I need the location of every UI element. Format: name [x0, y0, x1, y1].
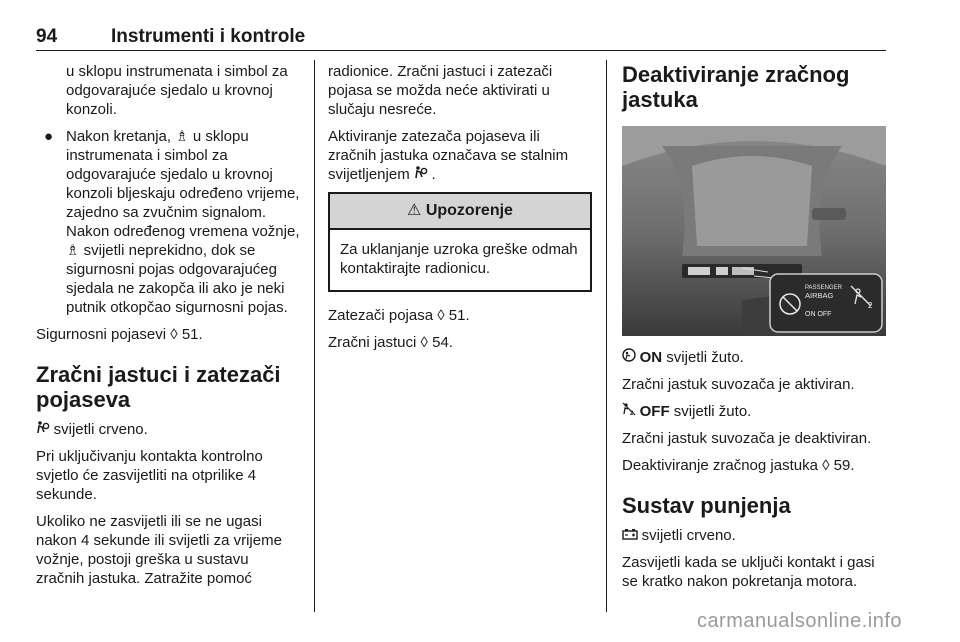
paragraph: Zračni jastuk suvozača je aktiviran. — [622, 376, 855, 393]
column-divider — [314, 60, 315, 612]
overhead-console-photo — [622, 126, 886, 336]
panel-airbag-label: AIRBAG — [805, 291, 834, 300]
airbag-lamp-status: svijetli crveno. — [53, 421, 148, 438]
panel-passenger-label: PASSENGER — [805, 285, 842, 291]
bullet-icon: ● — [44, 128, 54, 145]
airbag-warning-icon — [414, 167, 432, 182]
warning-box — [328, 192, 592, 292]
watermark: carmanualsonline.info — [696, 610, 902, 632]
on-label: ON — [639, 349, 663, 366]
section-heading: Sustav punjenja — [622, 493, 791, 518]
airbag-warning-icon — [36, 422, 54, 437]
paragraph: Aktiviranje zatezača pojaseva ili zračnih jastuka označava se stalnim svijetljenjem — [328, 128, 569, 183]
page-header — [36, 26, 886, 51]
warning-header — [330, 194, 590, 230]
continued-text: radionice. Zračni jastuci i zatezači pojasa se možda neće aktivirati u slučaju nesreće. — [328, 63, 553, 118]
off-label: OFF — [639, 403, 670, 420]
cross-reference[interactable]: Deaktiviranje zračnog jastuka ◊ 59. — [622, 457, 855, 474]
warning-triangle-icon: ⚠ — [407, 202, 422, 219]
column-middle: radionice. Zračni jastuci i zatezači pojasa se možda neće aktivirati u slučaju nesreće. Aktiviranje zatezača pojaseva ili zračnih jastuka označava se stalnim svijetljenjem . ⚠ Upozorenje Za uklanjanje uzroka greške odmah kontaktirajte radionicu. Zatezači pojasa ◊ 51. Zračni jastuci ◊ 54. — [328, 62, 592, 360]
column-left — [36, 62, 300, 596]
paragraph: Ukoliko ne zasvijetli ili se ne ugasi nakon 4 sekunde ili svijetli za vrijeme vožnje, postoji greška u sustavu zračnih jastuka. Zatražite pomoć — [36, 513, 282, 587]
off-status: svijetli žuto. — [673, 403, 752, 420]
cross-reference[interactable]: Zatezači pojasa ◊ 51. — [328, 307, 470, 324]
panel-on-off-label: ON OFF — [805, 311, 832, 318]
battery-lamp-status: svijetli crveno. — [641, 527, 736, 544]
cross-reference[interactable]: Zračni jastuci ◊ 54. — [328, 334, 453, 351]
airbag-off-icon — [622, 404, 640, 419]
column-divider — [606, 60, 607, 612]
battery-icon — [622, 528, 642, 543]
warning-title: Upozorenje — [425, 202, 513, 219]
cross-reference[interactable]: Sigurnosni pojasevi ◊ 51. — [36, 326, 203, 343]
section-heading: Zračni jastuci i zatezači pojaseva — [36, 362, 281, 412]
bullet-text: Nakon kretanja, ♗ u sklopu instrumenata i simbol za odgovarajuće sjedalo u krovnoj konzoli bljeskaju određeno vrijeme, zajedno sa zvučnim signalom. Nakon određenog vremena vožnje, ♗ svijetli neprekidno, dok se sigurnosni pojas odgovarajućeg sjedala ne zakopča ili ako je neki putnik otkopčao sigurnosni pojas. — [66, 128, 300, 316]
paragraph: Zasvijetli kada se uključi kontakt i gasi se kratko nakon pokretanja motora. — [622, 554, 875, 590]
continued-text: u sklopu instrumenata i simbol za odgovarajuće sjedalo u krovnoj konzoli. — [66, 63, 288, 118]
column-right — [622, 62, 888, 599]
airbag-on-icon — [622, 350, 640, 365]
paragraph: Zračni jastuk suvozača je deaktiviran. — [622, 430, 872, 447]
on-status: svijetli žuto. — [666, 349, 744, 366]
section-heading: Deaktiviranje zračnog jastuka — [622, 62, 850, 112]
page-number: 94 — [36, 26, 58, 47]
list-item — [36, 127, 300, 317]
paragraph: Pri uključivanju kontakta kontrolno svjetlo će zasvijetliti na otprilike 4 sekunde. — [36, 448, 263, 503]
svg-text:2: 2 — [630, 411, 634, 416]
warning-text: Za uklanjanje uzroka greške odmah kontaktirajte radionicu. — [340, 241, 578, 277]
page-title: Instrumenti i kontrole — [111, 26, 306, 47]
svg-text:2: 2 — [868, 301, 873, 310]
